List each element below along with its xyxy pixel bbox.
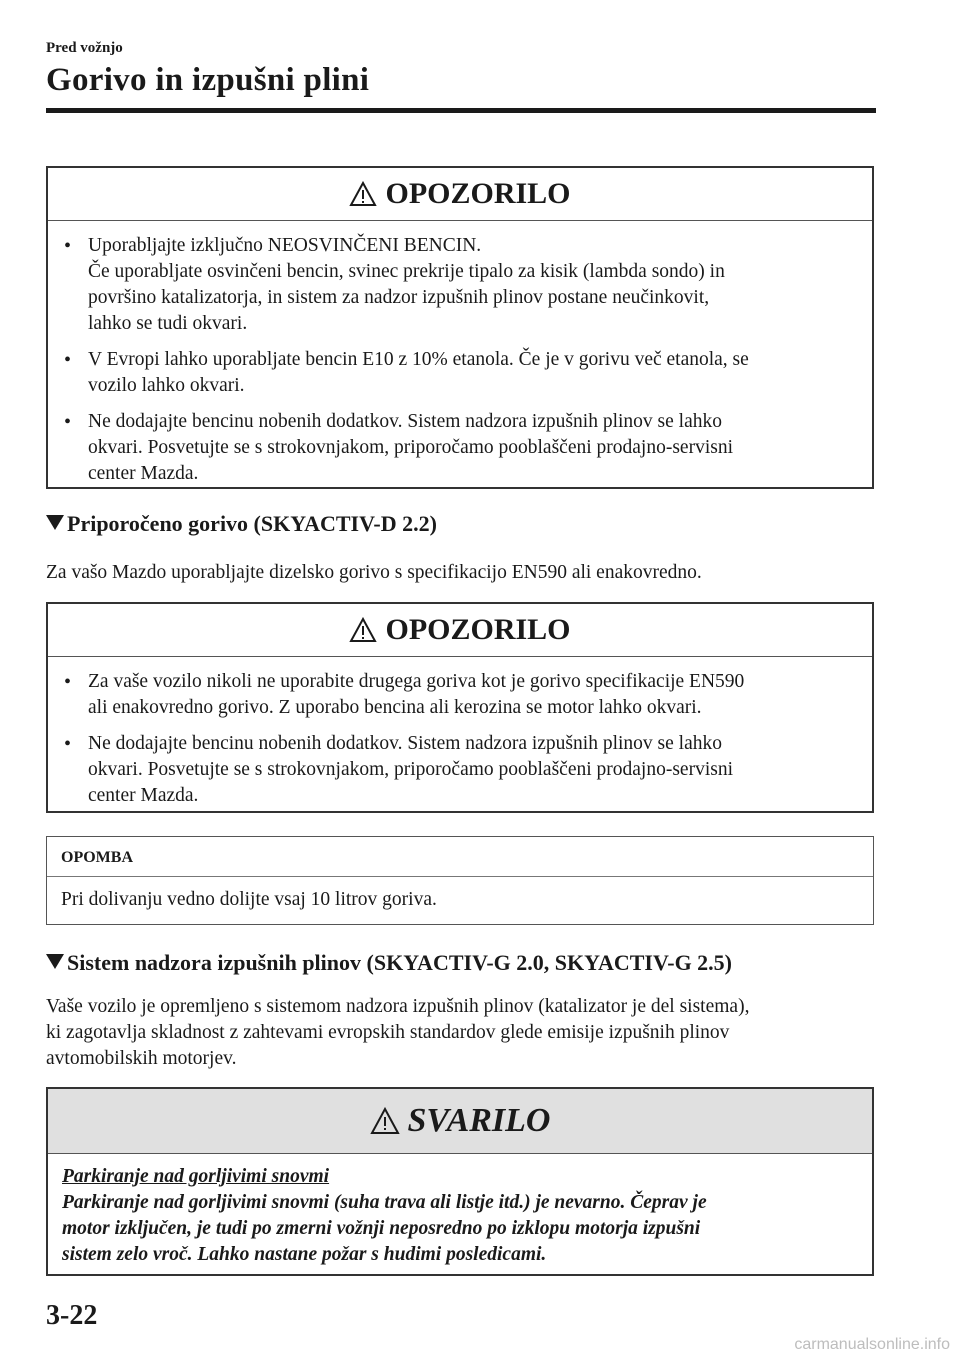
emission-paragraph [46, 994, 749, 1072]
warning-triangle-icon [370, 1107, 400, 1135]
bullet-line: lahko se tudi okvari. [88, 313, 248, 334]
bullet-dot: • [64, 733, 72, 755]
caution-header [48, 1089, 872, 1154]
warning-triangle-icon [349, 617, 377, 643]
warning-bullet [64, 409, 852, 487]
diesel-paragraph: Za vašo Mazdo uporabljajte dizelsko gorivo s specifikacijo EN590 ali enakovredno. [46, 562, 702, 583]
caution-body [48, 1154, 872, 1280]
note-box [46, 836, 874, 925]
caution-line: motor izključen, je tudi po zmerni vožnji neposredno po izklopu motorja izpušni [62, 1218, 701, 1239]
bullet-dot: • [64, 671, 72, 693]
bullet-line: Če uporabljate osvinčeni bencin, svinec prekrije tipalo za kisik (lambda sondo) in [88, 261, 725, 282]
bullet-line: Za vaše vozilo nikoli ne uporabite drugega goriva kot je gorivo specifikacije EN590 [88, 671, 745, 692]
paragraph-line: avtomobilskih motorjev. [46, 1048, 237, 1069]
section-heading-diesel [46, 511, 437, 537]
warning-box-2 [46, 602, 874, 813]
note-text: Pri dolivanju vedno dolijte vsaj 10 litrov goriva. [61, 889, 437, 910]
bullet-dot: • [64, 349, 72, 371]
watermark: carmanualsonline.info [794, 1336, 950, 1353]
caution-line: sistem zelo vroč. Lahko nastane požar s hudimi posledicami. [62, 1244, 547, 1265]
bullet-dot: • [64, 411, 72, 433]
section-heading-emission [46, 950, 732, 976]
caution-subtitle: Parkiranje nad gorljivimi snovmi [62, 1166, 330, 1187]
section-label: Pred vožnjo [46, 40, 123, 56]
bullet-line: center Mazda. [88, 785, 199, 806]
bullet-line: vozilo lahko okvari. [88, 375, 245, 396]
caution-line: Parkiranje nad gorljivimi snovmi (suha trava ali listje itd.) je nevarno. Čeprav je [62, 1192, 707, 1213]
caution-label: SVARILO [407, 1102, 551, 1139]
bullet-line: V Evropi lahko uporabljate bencin E10 z 10% etanola. Če je v gorivu več etanola, se [88, 349, 749, 370]
warning-bullet [64, 669, 852, 721]
warning-label: OPOZORILO [385, 177, 571, 210]
bullet-line: površino katalizatorja, in sistem za nadzor izpušnih plinov postane neučinkovit, [88, 287, 710, 308]
bullet-line: okvari. Posvetujte se s strokovnjakom, priporočamo pooblaščeni prodajno-servisni [88, 437, 734, 458]
note-label: OPOMBA [47, 837, 873, 877]
triangle-marker-icon [46, 515, 64, 530]
triangle-marker-icon [46, 954, 64, 969]
warning-box-1 [46, 166, 874, 489]
page-title: Gorivo in izpušni plini [46, 62, 370, 98]
paragraph-line: ki zagotavlja skladnost z zahtevami evropskih standardov glede emisije izpušnih plinov [46, 1022, 730, 1043]
warning-bullet [64, 731, 852, 809]
warning-triangle-icon [349, 181, 377, 207]
page-number: 3-22 [46, 1300, 98, 1331]
bullet-line: ali enakovredno gorivo. Z uporabo bencina ali kerozina se motor lahko okvari. [88, 697, 702, 718]
caution-box [46, 1087, 874, 1276]
warning-header [48, 168, 872, 221]
bullet-line: Ne dodajajte bencinu nobenih dodatkov. Sistem nadzora izpušnih plinov se lahko [88, 411, 722, 432]
title-rule [46, 108, 876, 113]
section-heading-text: Sistem nadzora izpušnih plinov (SKYACTIV-G 2.0, SKYACTIV-G 2.5) [67, 950, 733, 975]
section-heading-text: Priporočeno gorivo (SKYACTIV-D 2.2) [67, 511, 437, 536]
bullet-line: Uporabljajte izključno NEOSVINČENI BENCIN. [88, 235, 482, 256]
bullet-line: Ne dodajajte bencinu nobenih dodatkov. Sistem nadzora izpušnih plinov se lahko [88, 733, 722, 754]
warning-bullet [64, 233, 852, 337]
bullet-line: okvari. Posvetujte se s strokovnjakom, priporočamo pooblaščeni prodajno-servisni [88, 759, 734, 780]
paragraph-line: Vaše vozilo je opremljeno s sistemom nadzora izpušnih plinov (katalizator je del sistema), [46, 996, 750, 1017]
warning-bullet [64, 347, 852, 399]
warning-body [48, 221, 872, 497]
warning-body [48, 657, 872, 819]
warning-label: OPOZORILO [385, 613, 571, 646]
bullet-dot: • [64, 235, 72, 257]
warning-header [48, 604, 872, 657]
bullet-line: center Mazda. [88, 463, 199, 484]
